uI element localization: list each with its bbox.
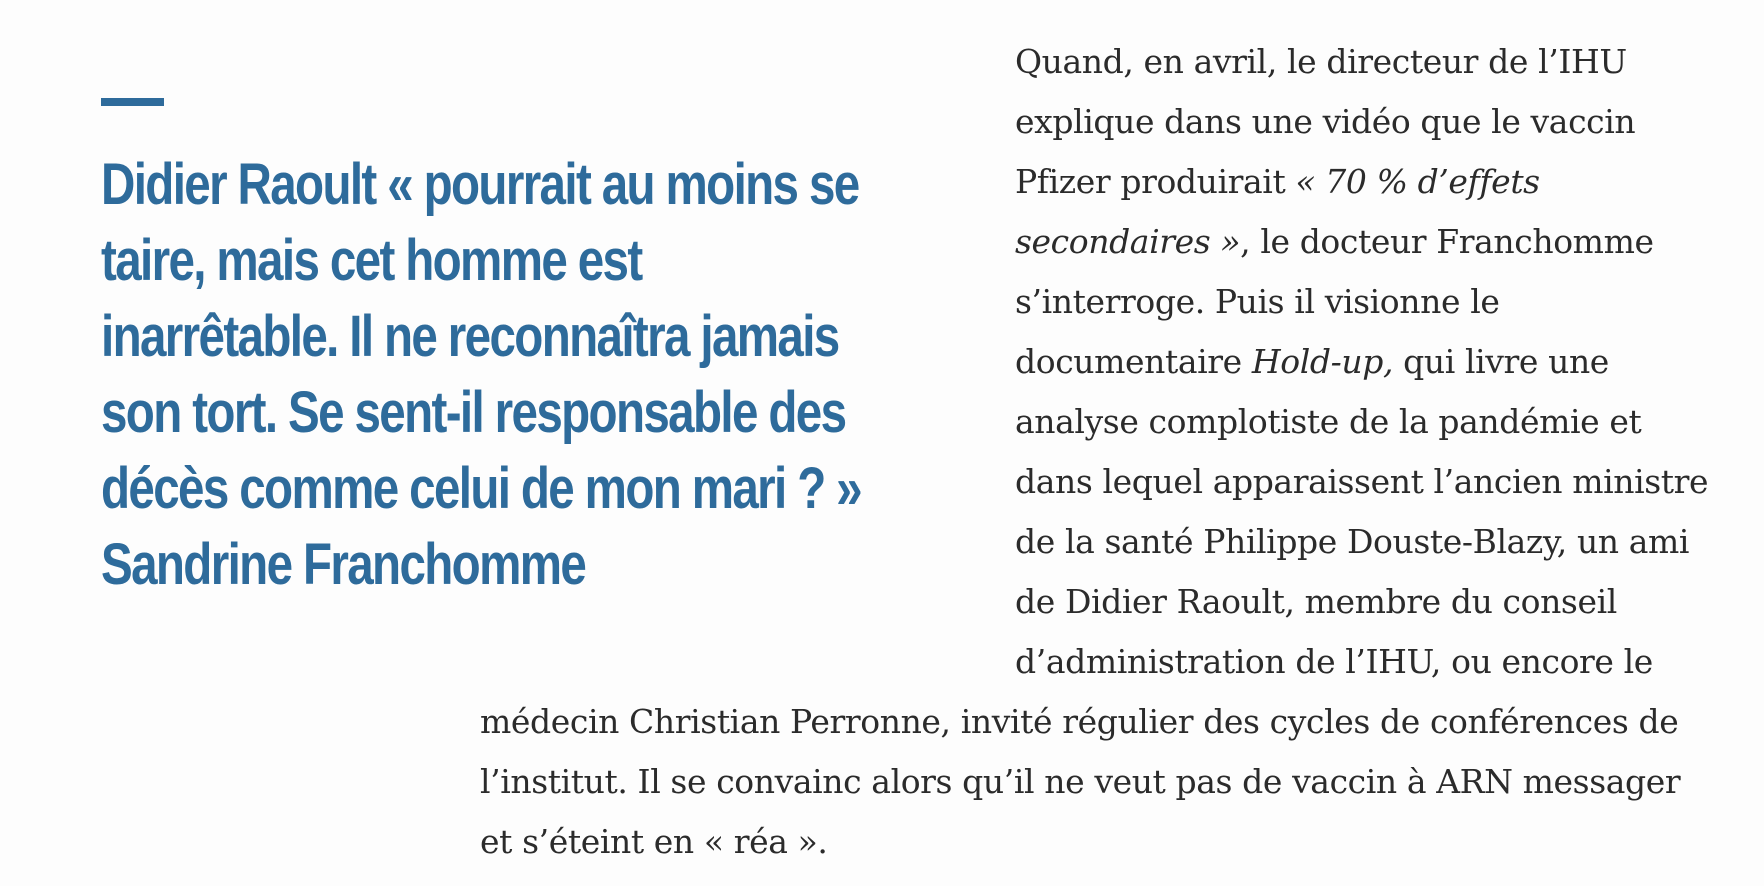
text-run: de Didier Raoult, membre du conseil (1015, 582, 1617, 621)
quote-italic: secondaires » (1015, 222, 1241, 261)
text-run: , le docteur Franchomme (1240, 222, 1654, 261)
quote-italic: « 70 % d’effets (1295, 162, 1540, 201)
paragraph-line (1015, 92, 1755, 152)
paragraph-line (480, 812, 1760, 872)
pull-quote-line: décès comme celui de mon mari ? » (101, 456, 861, 521)
text-run: dans lequel apparaissent l’ancien ministre (1015, 462, 1709, 501)
text-run: documentaire (1015, 342, 1252, 381)
paragraph-line (1015, 392, 1755, 452)
text-run: explique dans une vidéo que le vaccin (1015, 102, 1636, 141)
text-run: analyse complotiste de la pandémie et (1015, 402, 1642, 441)
pull-quote-rule (101, 98, 164, 106)
paragraph-full-width (480, 692, 1760, 872)
pull-quote (101, 98, 961, 603)
text-run: Pfizer produirait (1015, 162, 1296, 201)
paragraph-line (1015, 632, 1755, 692)
paragraph-line (1015, 512, 1755, 572)
paragraph-line (1015, 152, 1755, 212)
paragraph-line (1015, 332, 1755, 392)
paragraph-line (1015, 272, 1755, 332)
paragraph-line (480, 692, 1760, 752)
pull-quote-line: son tort. Se sent-il responsable des (101, 380, 846, 445)
text-run: qui livre une (1393, 342, 1609, 381)
film-title-italic: Hold-up, (1251, 342, 1394, 381)
pull-quote-line: taire, mais cet homme est (101, 228, 642, 293)
pull-quote-text (101, 147, 958, 603)
text-run: l’institut. Il se convainc alors qu’il ne veut pas de vaccin à ARN messager (480, 762, 1681, 801)
paragraph-line (1015, 452, 1755, 512)
text-run: s’interroge. Puis il visionne le (1015, 282, 1500, 321)
text-run: de la santé Philippe Douste-Blazy, un ami (1015, 522, 1690, 561)
text-run: d’administration de l’IHU, ou encore le (1015, 642, 1653, 681)
pull-quote-attribution: Sandrine Franchomme (101, 532, 586, 597)
text-run: et s’éteint en « réa ». (480, 822, 828, 861)
text-run: Quand, en avril, le directeur de l’IHU (1015, 42, 1627, 81)
paragraph-line (1015, 572, 1755, 632)
paragraph-line (1015, 212, 1755, 272)
paragraph-line (1015, 32, 1755, 92)
paragraph-line (480, 752, 1760, 812)
text-run: médecin Christian Perronne, invité régulier des cycles de conférences de (480, 702, 1679, 741)
pull-quote-line: Didier Raoult « pourrait au moins se (101, 152, 859, 217)
paragraph-right-column (1015, 32, 1755, 692)
pull-quote-line: inarrêtable. Il ne reconnaîtra jamais (101, 304, 839, 369)
